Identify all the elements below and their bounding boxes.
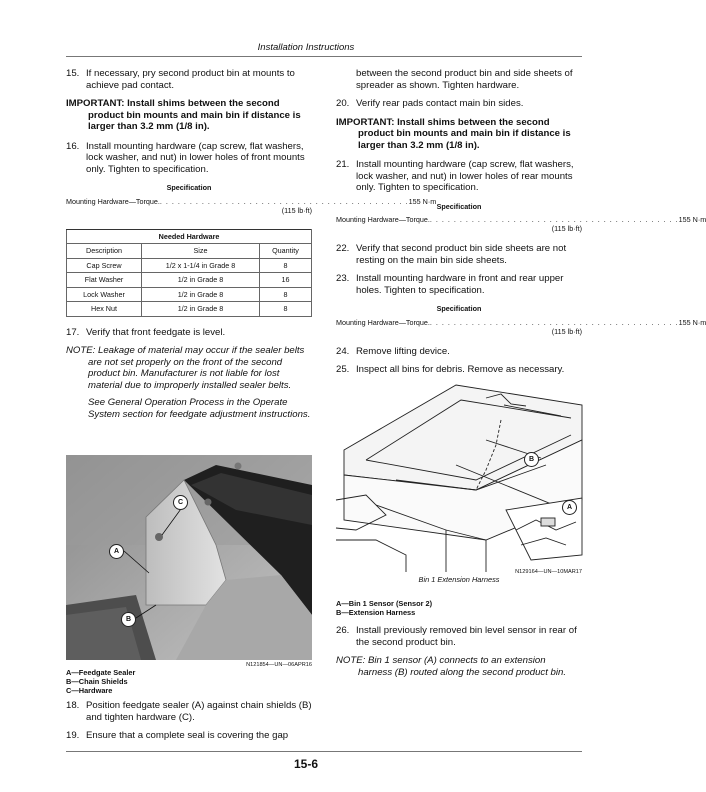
note-see-also-text: See General Operation Process in the Operate System section for feedgate adjustment instructions. bbox=[88, 397, 311, 420]
specification-row bbox=[336, 215, 706, 224]
table-caption: Needed Hardware bbox=[67, 229, 312, 244]
spec-alt-value: (115 lb·ft) bbox=[551, 326, 582, 336]
table-row bbox=[67, 302, 312, 317]
specification-block bbox=[66, 182, 437, 215]
step-20 bbox=[336, 98, 582, 110]
step-26 bbox=[336, 625, 582, 648]
spec-alt-value: (115 lb·ft) bbox=[551, 224, 582, 233]
step-17 bbox=[66, 327, 312, 339]
spec-label: Mounting Hardware—Torque. bbox=[336, 317, 430, 327]
step-text: Verify that front feedgate is level. bbox=[86, 326, 226, 338]
table-row bbox=[67, 287, 312, 302]
table-cell: Lock Washer bbox=[67, 287, 142, 302]
specification-block bbox=[336, 303, 706, 336]
step-number: 25. bbox=[336, 364, 350, 375]
figure-caption: Bin 1 Extension Harness bbox=[418, 575, 500, 584]
callout-a: A bbox=[562, 500, 577, 515]
step-22 bbox=[336, 243, 582, 266]
step-18 bbox=[66, 700, 312, 723]
spec-alt-value: (115 lb·ft) bbox=[281, 205, 312, 215]
figure-id: N129164—UN—10MAR17 bbox=[515, 569, 582, 575]
step-number: 20. bbox=[336, 98, 350, 109]
note-see-also bbox=[66, 397, 312, 420]
figure-legend bbox=[336, 599, 582, 617]
step-25 bbox=[336, 364, 582, 376]
step-text: Position feedgate sealer (A) against chain shields (B) and tighten hardware (C). bbox=[86, 700, 312, 723]
extension-harness-diagram bbox=[336, 380, 582, 572]
header-rule bbox=[66, 56, 582, 57]
step-number: 17. bbox=[66, 326, 80, 338]
callout-b: B bbox=[524, 452, 539, 467]
step-number: 16. bbox=[66, 140, 80, 152]
step-number: 18. bbox=[66, 700, 80, 711]
step-24 bbox=[336, 346, 582, 358]
step-23 bbox=[336, 273, 582, 296]
important-rest: product bin mounts and main bin if distance is larger than 3.2 mm (1/8 in). bbox=[88, 109, 301, 132]
note-lead: NOTE: Bin 1 sensor (A) connects to an extension bbox=[336, 655, 546, 666]
spec-leader-dots: . . . . . . . . . . . . . . . . . . . . . . . . . . . . . . . . . . . . . . . . . . bbox=[429, 215, 679, 224]
specification-row bbox=[336, 317, 706, 327]
step-number: 23. bbox=[336, 273, 350, 284]
legend-item: C—Hardware bbox=[66, 686, 113, 695]
table-cell: 16 bbox=[259, 273, 311, 288]
step-number: 24. bbox=[336, 345, 350, 357]
specification-title: Specification bbox=[436, 304, 482, 313]
important-notice bbox=[66, 98, 312, 133]
specification-row bbox=[66, 196, 437, 206]
table-cell: 1/2 in Grade 8 bbox=[142, 287, 260, 302]
table-row bbox=[67, 258, 312, 273]
specification-title: Specification bbox=[436, 201, 482, 211]
callout-b: B bbox=[121, 612, 136, 627]
note-leakage bbox=[66, 345, 312, 391]
specification-title: Specification bbox=[166, 183, 212, 192]
needed-hardware-table bbox=[66, 229, 312, 317]
note-rest: are not set properly on the front of the second product bin. Manufacturer is not liable for lost material due to improperly installed sealer belts. bbox=[88, 356, 292, 391]
important-lead: IMPORTANT: Install shims between the second bbox=[66, 98, 280, 109]
legend-item: B—Extension Harness bbox=[336, 608, 416, 617]
step-text: Remove lifting device. bbox=[356, 345, 450, 357]
step-19 bbox=[66, 730, 312, 742]
step-text: Install mounting hardware (cap screw, flat washers, lock washer, and nut) in lower holes of rear mounts only. Tighten to specification. bbox=[356, 159, 574, 193]
step-19-continued: between the second product bin and side sheets of spreader as shown. Tighten hardware. bbox=[356, 68, 573, 91]
step-21 bbox=[336, 159, 582, 194]
table-cell: Hex Nut bbox=[67, 302, 142, 317]
left-figure-meta bbox=[66, 662, 312, 695]
figure-legend bbox=[66, 668, 312, 695]
left-bottom-steps bbox=[66, 700, 312, 749]
step-text: If necessary, pry second product bin at mounts to achieve pad contact. bbox=[86, 68, 295, 91]
spec-leader-dots: . . . . . . . . . . . . . . . . . . . . . . . . . . . . . . . . . . . . . . . . . . bbox=[429, 317, 679, 327]
step-number: 26. bbox=[336, 625, 350, 636]
table-header-row bbox=[67, 244, 312, 259]
step-number: 22. bbox=[336, 243, 350, 254]
page-number: 15-6 bbox=[293, 757, 319, 771]
step-16 bbox=[66, 141, 312, 176]
important-rest: product bin mounts and main bin if distance is larger than 3.2 mm (1/8 in). bbox=[358, 128, 571, 151]
step-number: 21. bbox=[336, 159, 350, 170]
step-text: Verify rear pads contact main bin sides. bbox=[356, 98, 524, 109]
table-cell: 1/2 x 1-1/4 in Grade 8 bbox=[142, 258, 260, 273]
specification-block bbox=[336, 201, 706, 234]
table-row bbox=[67, 273, 312, 288]
step-text: Install previously removed bin level sensor in rear of the second product bin. bbox=[356, 625, 577, 648]
important-notice bbox=[336, 117, 582, 152]
column-header: Quantity bbox=[259, 244, 311, 259]
table-cell: 8 bbox=[259, 302, 311, 317]
right-column bbox=[336, 68, 706, 383]
legend-item: A—Feedgate Sealer bbox=[66, 668, 136, 677]
bin-line-drawing bbox=[336, 380, 582, 572]
spec-leader-dots: . . . . . . . . . . . . . . . . . . . . . . . . . . . . . . . . . . . . . . . . . . bbox=[159, 196, 409, 206]
spec-value: 155 N·m bbox=[408, 196, 437, 206]
table-cell: 8 bbox=[259, 287, 311, 302]
feedgate-photo-illustration bbox=[66, 455, 312, 660]
spec-value: 155 N·m bbox=[678, 215, 706, 224]
table-cell: 1/2 in Grade 8 bbox=[142, 302, 260, 317]
table-cell: 8 bbox=[259, 258, 311, 273]
table-cell: 1/2 in Grade 8 bbox=[142, 273, 260, 288]
step-text: Install mounting hardware in front and rear upper holes. Tighten to specification. bbox=[356, 273, 564, 296]
callout-c: C bbox=[173, 495, 188, 510]
legend-item: A—Bin 1 Sensor (Sensor 2) bbox=[336, 599, 433, 608]
step-text: Inspect all bins for debris. Remove as necessary. bbox=[356, 364, 565, 375]
right-bottom-content bbox=[336, 599, 582, 684]
spec-value: 155 N·m bbox=[678, 317, 706, 327]
important-lead: IMPORTANT: Install shims between the second bbox=[336, 116, 550, 128]
table-cell: Cap Screw bbox=[67, 258, 142, 273]
column-header: Size bbox=[142, 244, 260, 259]
legend-item: B—Chain Shields bbox=[66, 677, 128, 686]
step-number: 15. bbox=[66, 68, 80, 79]
page-header-title: Installation Instructions bbox=[257, 42, 355, 53]
step-text: Install mounting hardware (cap screw, flat washers, lock washer, and nut) in lower holes of front mounts only. Tighten to specification. bbox=[86, 140, 305, 175]
step-text: Verify that second product bin side sheets are not resting on the main bin side sheets. bbox=[356, 243, 567, 266]
note-lead: NOTE: Leakage of material may occur if the sealer belts bbox=[66, 345, 305, 356]
step-text: Ensure that a complete seal is covering the gap bbox=[86, 730, 289, 741]
callout-a: A bbox=[109, 544, 124, 559]
footer-rule bbox=[66, 751, 582, 752]
step-number: 19. bbox=[66, 730, 80, 741]
step-15 bbox=[66, 68, 312, 91]
note-rest: harness (B) routed along the second product bin. bbox=[358, 666, 566, 678]
feedgate-sealer-photo bbox=[66, 455, 312, 660]
spec-label: Mounting Hardware—Torque. bbox=[66, 196, 160, 206]
figure-id: N121854—UN—06APR16 bbox=[246, 662, 312, 668]
spec-label: Mounting Hardware—Torque. bbox=[336, 215, 430, 224]
table-cell: Flat Washer bbox=[67, 273, 142, 288]
note-sensor bbox=[336, 655, 582, 678]
column-header: Description bbox=[67, 244, 142, 259]
right-figure-meta bbox=[336, 569, 582, 584]
